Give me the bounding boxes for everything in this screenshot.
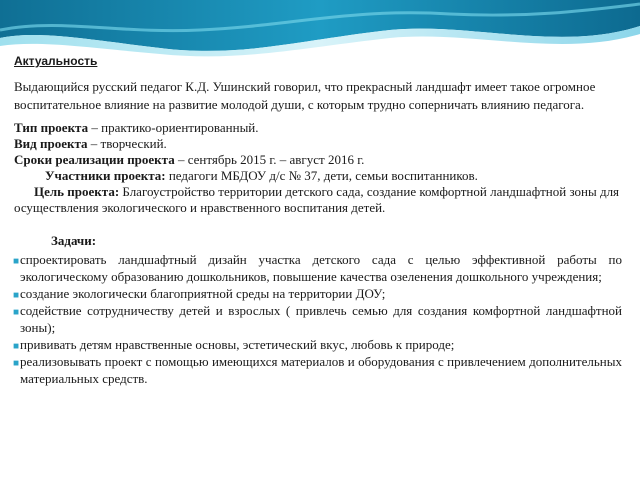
project-goal [14, 184, 622, 216]
list-item [14, 302, 622, 336]
task-text: содействие сотрудничеству детей и взрослых ( привлечь семью для создания комфортной ландшафтной зоны); [20, 303, 622, 335]
project-participants-label: Участники проекта: [45, 168, 166, 183]
task-text: создание экологически благоприятной среды на территории ДОУ; [20, 286, 386, 301]
project-type-value: – практико-ориентированный. [88, 120, 259, 135]
project-period-label: Сроки реализации проекта [14, 152, 175, 167]
project-goal-value: Благоустройство территории детского сада, создание комфортной ландшафтной зоны для осуществления экологического и нравственного воспитания детей. [14, 184, 620, 215]
section-heading: Актуальность [14, 54, 98, 68]
header-wave-decoration [0, 0, 640, 60]
project-kind [14, 136, 622, 152]
project-type-label: Тип проекта [14, 120, 89, 135]
bullet-icon: ■ [13, 358, 20, 369]
task-text: прививать детям нравственные основы, эстетический вкус, любовь к природе; [20, 337, 455, 352]
bullet-icon: ■ [13, 307, 20, 318]
project-participants [14, 168, 622, 184]
project-goal-label: Цель проекта: [34, 184, 120, 199]
tasks-title: Задачи: [51, 233, 97, 248]
intro-paragraph: Выдающийся русский педагог К.Д. Ушинский говорил, что прекрасный ландшафт имеет такое огромное воспитательное влияние на развитие молодой души, с которым трудно соперничать влиянию педагога. [14, 79, 596, 112]
list-item [14, 353, 622, 387]
bullet-icon: ■ [13, 341, 20, 352]
bullet-icon: ■ [13, 256, 20, 267]
tasks-list [14, 251, 622, 387]
project-kind-value: – творческий. [87, 136, 167, 151]
task-text: реализовывать проект с помощью имеющихся материалов и оборудования с привлечением дополнительных материальных средств. [20, 354, 622, 386]
bullet-icon: ■ [13, 290, 20, 301]
task-text: спроектировать ландшафтный дизайн участка детского сада с целью эффективной работы по экологическому образованию дошкольников, повышение качества озеленения дошкольного учреждения; [20, 252, 622, 284]
project-kind-label: Вид проекта [14, 136, 88, 151]
document-body [14, 54, 622, 387]
list-item [14, 336, 622, 353]
project-period [14, 152, 622, 168]
list-item [14, 251, 622, 285]
list-item [14, 285, 622, 302]
project-type [14, 120, 622, 136]
project-period-value: – сентябрь 2015 г. – август 2016 г. [174, 152, 365, 167]
project-participants-value: педагоги МБДОУ д/с № 37, дети, семьи воспитанников. [165, 168, 478, 183]
